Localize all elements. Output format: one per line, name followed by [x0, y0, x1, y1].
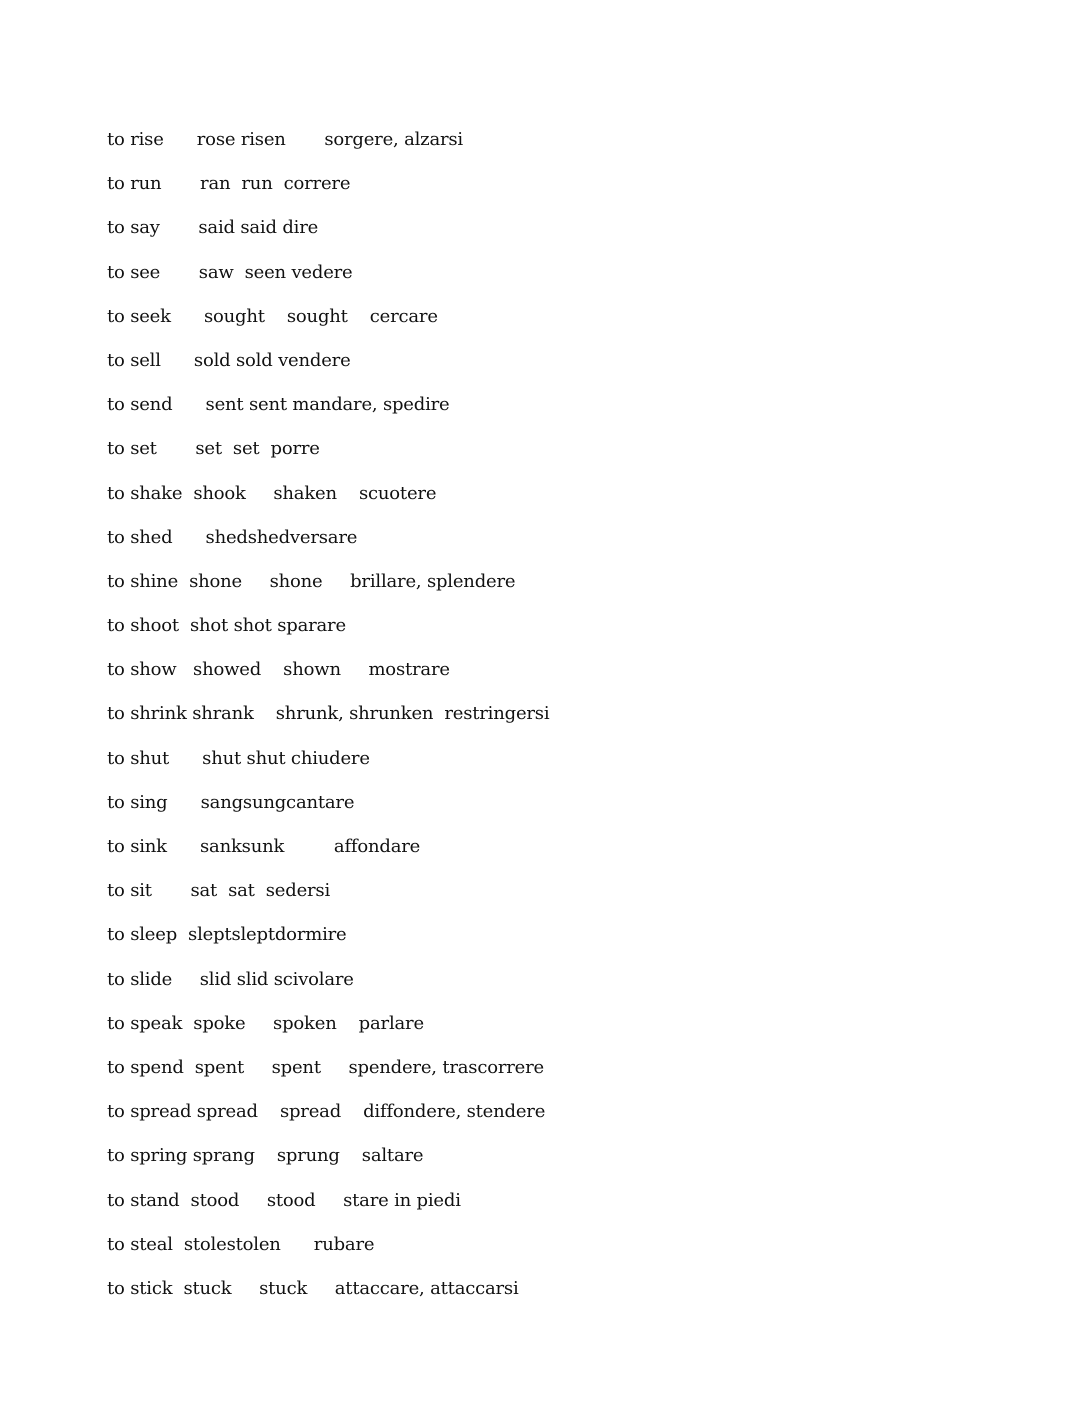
verb-row-shrink: to shrink shrank shrunk, shrunken restringersi [107, 703, 550, 725]
verb-row-rise: to rise rose risen sorgere, alzarsi [107, 129, 463, 150]
irregular-verb-list [107, 125, 549, 1318]
verb-row-run: to run ran run correre [107, 173, 351, 195]
verb-row-steal: to steal stolestolen rubare [107, 1233, 375, 1255]
verb-row-shut: to shut shut shut chiudere [107, 747, 370, 769]
verb-row-stand: to stand stood stood stare in piedi [107, 1189, 461, 1211]
verb-row-sing: to sing sangsungcantare [107, 791, 355, 813]
verb-row-spread: to spread spread spread diffondere, stendere [107, 1101, 546, 1123]
verb-row-stick: to stick stuck stuck attaccare, attaccarsi [107, 1277, 519, 1299]
verb-row-seek: to seek sought sought cercare [107, 305, 438, 327]
verb-row-speak: to speak spoke spoken parlare [107, 1012, 424, 1034]
verb-row-sell: to sell sold sold vendere [107, 349, 351, 371]
verb-row-sleep: to sleep sleptsleptdormire [107, 924, 347, 946]
verb-row-say: to say said said dire [107, 217, 319, 239]
verb-row-see: to see saw seen vedere [107, 261, 353, 283]
verb-row-show: to show showed shown mostrare [107, 659, 450, 681]
verb-row-shed: to shed shedshedversare [107, 526, 358, 548]
verb-row-shoot: to shoot shot shot sparare [107, 615, 346, 637]
verb-row-sink: to sink sanksunk affondare [107, 836, 421, 857]
verb-row-spend: to spend spent spent spendere, trascorrere [107, 1056, 544, 1078]
verb-row-sit: to sit sat sat sedersi [107, 880, 331, 902]
verb-row-slide: to slide slid slid scivolare [107, 968, 354, 990]
verb-row-set: to set set set porre [107, 438, 320, 460]
verb-row-shine: to shine shone shone brillare, splendere [107, 570, 516, 592]
verb-row-shake: to shake shook shaken scuotere [107, 482, 437, 504]
verb-row-send: to send sent sent mandare, spedire [107, 394, 450, 416]
verb-row-spring: to spring sprang sprung saltare [107, 1145, 424, 1167]
